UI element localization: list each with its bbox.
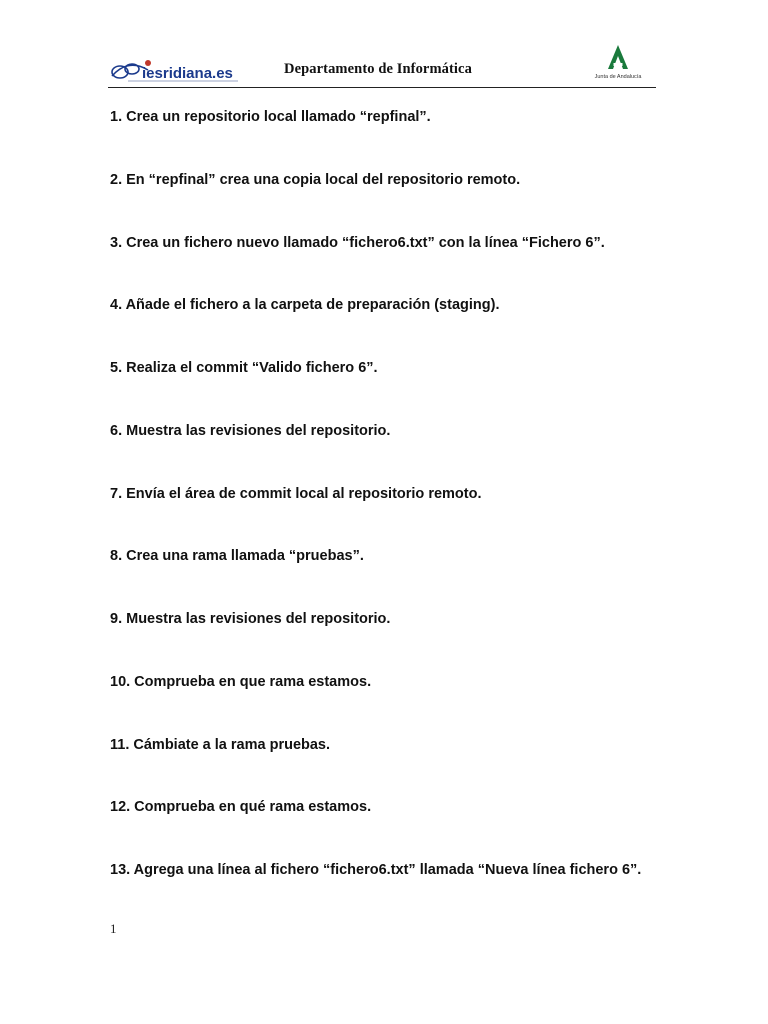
junta-de-andalucia-logo-text: Junta de Andalucía (594, 74, 642, 80)
exercise-item: 8. Crea una rama llamada “pruebas”. (110, 548, 364, 564)
exercise-item: 11. Cámbiate a la rama pruebas. (110, 737, 331, 753)
exercise-item: 6. Muestra las revisiones del repositorio. (110, 423, 391, 439)
page-number: 1 (110, 921, 117, 936)
exercise-item: 3. Crea un fichero nuevo llamado “fichero6.txt” con la línea “Fichero 6”. (110, 235, 605, 251)
department-title: Departamento de Informática (284, 61, 472, 77)
ies-ridiana-logo-text: iesridiana.es (142, 65, 233, 82)
junta-de-andalucia-logo (590, 42, 646, 82)
exercise-item: 5. Realiza el commit “Valido fichero 6”. (110, 360, 378, 376)
exercise-item: 9. Muestra las revisiones del repositorio. (110, 611, 391, 627)
exercise-item: 7. Envía el área de commit local al repositorio remoto. (110, 486, 482, 502)
exercise-item: 12. Comprueba en qué rama estamos. (110, 799, 372, 815)
exercise-item: 13. Agrega una línea al fichero “fichero6.txt” llamada “Nueva línea fichero 6”. (110, 862, 642, 878)
exercise-item: 10. Comprueba en que rama estamos. (110, 674, 372, 690)
exercise-item: 1. Crea un repositorio local llamado “repfinal”. (110, 109, 431, 125)
header-rule (108, 87, 656, 88)
exercise-item: 4. Añade el fichero a la carpeta de preparación (staging). (110, 297, 500, 313)
page-header (108, 40, 656, 88)
ies-ridiana-logo (108, 50, 248, 84)
exercise-item: 2. En “repfinal” crea una copia local del repositorio remoto. (110, 172, 521, 188)
